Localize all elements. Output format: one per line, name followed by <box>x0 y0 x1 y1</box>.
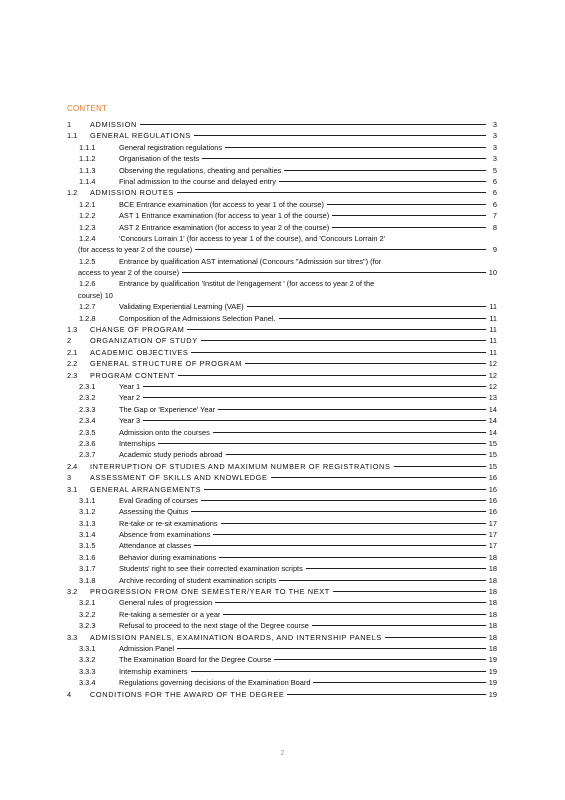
toc-entry-page: 18 <box>488 621 497 631</box>
toc-entry-title: Organisation of the tests <box>119 154 200 164</box>
toc-entry-page: 9 <box>492 245 497 255</box>
toc-entry-title-continued: course) 10 <box>78 290 113 300</box>
toc-entry-page: 3 <box>492 154 497 164</box>
toc-entry[interactable] <box>67 689 497 700</box>
toc-entry-title: Final admission to the course and delayed entry <box>119 176 276 186</box>
toc-entry-page: 19 <box>488 655 497 665</box>
toc-entry-page: 11 <box>489 325 497 335</box>
toc-entry-page: 11 <box>489 302 497 312</box>
toc-entry-page: 7 <box>492 211 497 221</box>
toc-entry-number: 1.2.1 <box>79 199 96 209</box>
toc-leader-line <box>177 648 486 649</box>
toc-entry[interactable] <box>67 563 497 574</box>
table-of-contents <box>67 119 497 700</box>
toc-entry[interactable] <box>67 130 497 141</box>
toc-entry-number: 1 <box>67 120 72 129</box>
toc-entry-number: 1.2.7 <box>79 302 96 312</box>
toc-entry-page: 18 <box>488 609 497 619</box>
toc-entry-number: 3.1 <box>67 484 78 494</box>
toc-entry-title: PROGRESSION FROM ONE SEMESTER/YEAR TO THE NEXT <box>90 587 330 597</box>
toc-entry-title: Internships <box>119 438 156 448</box>
toc-entry-page: 18 <box>488 587 497 597</box>
toc-entry-page: 10 <box>488 268 497 278</box>
toc-entry[interactable] <box>67 438 497 449</box>
toc-entry-title: The Gap or 'Experience' Year <box>119 404 216 414</box>
toc-entry[interactable] <box>67 609 497 620</box>
toc-entry-title: Re-taking a semester or a year <box>119 609 221 619</box>
toc-entry-title: Entrance by qualification AST international (Concours "Admission sur titres") (for <box>119 256 382 266</box>
toc-entry-title: General rules of progression <box>119 598 213 608</box>
toc-entry-page: 19 <box>488 678 497 688</box>
toc-entry-page: 5 <box>492 165 497 175</box>
toc-entry-number: 3.1.5 <box>79 541 96 551</box>
toc-entry-number: 4 <box>67 689 72 699</box>
toc-leader-line <box>218 409 486 410</box>
toc-entry-number: 1.2 <box>67 188 78 198</box>
toc-entry-title: Composition of the Admissions Selection Panel. <box>119 313 276 323</box>
toc-entry-page: 14 <box>488 404 497 414</box>
toc-leader-line <box>158 443 486 444</box>
toc-leader-line <box>204 489 486 490</box>
toc-entry[interactable] <box>67 142 497 153</box>
toc-entry[interactable] <box>67 552 497 563</box>
toc-entry-title: Academic study periods abroad <box>119 450 223 460</box>
toc-leader-line <box>177 192 486 193</box>
toc-entry-title: ASSESSMENT OF SKILLS AND KNOWLEDGE <box>90 473 268 483</box>
toc-entry-number: 2.3.2 <box>79 393 96 403</box>
toc-entry-number: 1.1.1 <box>79 142 96 152</box>
toc-leader-line <box>195 249 486 250</box>
toc-entry-title: Refusal to proceed to the next stage of the Degree course <box>119 621 309 631</box>
page-number: 2 <box>280 750 285 757</box>
toc-leader-line <box>333 591 486 592</box>
toc-entry-title: GENERAL REGULATIONS <box>90 131 191 141</box>
toc-entry[interactable] <box>67 324 497 335</box>
toc-entry-page: 18 <box>488 632 497 642</box>
toc-entry-title: CONDITIONS FOR THE AWARD OF THE DEGREE <box>90 689 285 699</box>
toc-entry-title: Students' right to see their corrected examination scripts <box>119 564 303 574</box>
toc-entry-number: 3.3.3 <box>79 666 96 676</box>
toc-entry-number: 1.2.6 <box>79 279 96 289</box>
toc-entry-number: 3.1.1 <box>79 495 96 505</box>
toc-entry-page: 16 <box>488 484 497 494</box>
toc-entry-number: 2.3.4 <box>79 416 96 426</box>
toc-leader-line <box>140 124 486 125</box>
toc-entry-title: The Examination Board for the Degree Course <box>119 655 272 665</box>
toc-leader-line <box>194 545 485 546</box>
toc-leader-line <box>178 375 486 376</box>
toc-entry-title: PROGRAM CONTENT <box>90 370 175 380</box>
toc-leader-line <box>394 466 486 467</box>
toc-leader-line <box>279 580 485 581</box>
toc-entry-title: Assessing the Quitus <box>119 507 189 517</box>
toc-entry-number: 2.1 <box>67 347 78 357</box>
toc-entry-title: Internship examiners <box>119 666 188 676</box>
toc-entry-number: 3.3 <box>67 632 78 642</box>
toc-entry-number: 1.2.4 <box>79 233 96 243</box>
toc-leader-line <box>187 329 486 330</box>
toc-entry-page: 16 <box>488 473 497 483</box>
toc-entry-number: 3.1.8 <box>79 575 96 585</box>
toc-heading: CONTENT <box>67 104 108 113</box>
toc-entry-number: 1.1 <box>67 131 78 141</box>
toc-entry-page: 15 <box>488 450 497 460</box>
toc-leader-line <box>219 557 485 558</box>
toc-entry-number: 3.1.2 <box>79 507 96 517</box>
toc-entry-title: 'Concours Lorrain 1' (for access to year 1 of the course), and 'Concours Lorrain 2' <box>119 233 386 243</box>
toc-entry-page: 19 <box>488 689 497 699</box>
toc-entry-number: 2.3.6 <box>79 438 96 448</box>
toc-leader-line <box>215 602 486 603</box>
toc-entry-number: 2.3.1 <box>79 381 96 391</box>
toc-leader-line <box>143 397 486 398</box>
toc-entry-title-continued: (for access to year 2 of the course) <box>78 245 193 255</box>
toc-leader-line <box>225 147 486 148</box>
toc-entry-title: CHANGE OF PROGRAM <box>90 325 185 335</box>
toc-leader-line <box>201 500 486 501</box>
toc-entry-number: 2 <box>67 336 72 346</box>
toc-entry-title: Eval Grading of courses <box>119 495 198 505</box>
toc-entry-page: 18 <box>488 564 497 574</box>
toc-entry-page: 12 <box>488 381 497 391</box>
toc-entry-number: 2.3.5 <box>79 427 96 437</box>
toc-entry-page: 11 <box>489 313 497 323</box>
toc-leader-line <box>143 420 486 421</box>
toc-entry[interactable] <box>67 187 497 198</box>
toc-entry-number: 3.3.2 <box>79 655 96 665</box>
toc-entry[interactable] <box>67 381 497 392</box>
toc-entry[interactable] <box>67 472 497 483</box>
toc-entry[interactable] <box>67 199 497 210</box>
toc-entry[interactable] <box>67 586 497 597</box>
toc-entry-page: 15 <box>488 461 497 471</box>
toc-leader-line <box>245 363 486 364</box>
toc-entry-number: 1.2.2 <box>79 211 96 221</box>
toc-leader-line <box>279 181 486 182</box>
toc-entry-page: 19 <box>488 666 497 676</box>
toc-entry-number: 3.3.1 <box>79 643 96 653</box>
toc-entry[interactable] <box>67 677 497 688</box>
toc-entry-number: 1.3 <box>67 325 78 335</box>
toc-entry[interactable] <box>67 222 497 233</box>
toc-leader-line <box>279 318 486 319</box>
toc-entry[interactable] <box>67 176 497 187</box>
toc-leader-line <box>313 682 485 683</box>
toc-entry-number: 2.4 <box>67 461 78 471</box>
toc-entry-page: 18 <box>488 552 497 562</box>
toc-leader-line <box>201 340 486 341</box>
toc-entry[interactable] <box>67 210 497 221</box>
toc-entry-title: ADMISSION ROUTES <box>90 188 174 198</box>
toc-entry-page: 11 <box>489 347 497 357</box>
toc-entry-title: Observing the regulations, cheating and penalties <box>119 165 282 175</box>
toc-entry[interactable] <box>67 165 497 176</box>
toc-entry[interactable] <box>67 404 497 415</box>
toc-entry-number: 1.2.8 <box>79 313 96 323</box>
toc-entry-title-continued: access to year 2 of the course) <box>78 268 180 278</box>
toc-entry-page: 18 <box>488 598 497 608</box>
toc-leader-line <box>213 432 486 433</box>
toc-entry-title: BCE Entrance examination (for access to year 1 of the course) <box>119 199 324 209</box>
toc-leader-line <box>284 170 486 171</box>
toc-entry[interactable] <box>67 461 497 472</box>
toc-entry[interactable] <box>67 506 497 517</box>
toc-entry-title: Validating Experiential Learning (VAE) <box>119 302 244 312</box>
toc-entry-page: 3 <box>492 142 497 152</box>
toc-entry-page: 6 <box>492 176 497 186</box>
toc-entry-title: ORGANIZATION OF STUDY <box>90 336 198 346</box>
toc-entry-title: GENERAL STRUCTURE OF PROGRAM <box>90 359 243 369</box>
toc-entry-page: 18 <box>488 643 497 653</box>
toc-entry-title: GENERAL ARRANGEMENTS <box>90 484 202 494</box>
toc-entry-page: 18 <box>488 575 497 585</box>
toc-leader-line <box>226 454 486 455</box>
toc-entry-number: 1.1.3 <box>79 165 96 175</box>
toc-entry-page: 14 <box>488 427 497 437</box>
toc-entry-title: ADMISSION <box>90 120 137 129</box>
toc-entry-number: 3.1.7 <box>79 564 96 574</box>
toc-entry[interactable] <box>67 597 497 608</box>
toc-leader-line <box>332 215 486 216</box>
toc-leader-line <box>191 671 486 672</box>
toc-entry-number: 3.2.1 <box>79 598 96 608</box>
toc-entry[interactable] <box>67 392 497 403</box>
toc-entry-number: 3.1.6 <box>79 552 96 562</box>
toc-leader-line <box>274 659 485 660</box>
toc-entry-title: Entrance by qualification 'Institut de l'engagement ' (for access to year 2 of the <box>119 279 375 289</box>
toc-entry-page: 17 <box>488 541 497 551</box>
toc-entry-title: Admission Panel <box>119 643 175 653</box>
toc-leader-line <box>182 272 486 273</box>
toc-entry[interactable] <box>67 119 497 130</box>
toc-entry[interactable] <box>67 278 497 301</box>
toc-leader-line <box>191 352 486 353</box>
toc-entry[interactable] <box>67 427 497 438</box>
toc-entry-title: Behavior during examinations <box>119 552 217 562</box>
toc-entry-number: 1.1.4 <box>79 176 96 186</box>
toc-entry[interactable] <box>67 632 497 643</box>
toc-entry-page: 14 <box>488 416 497 426</box>
toc-leader-line <box>194 135 486 136</box>
toc-entry[interactable] <box>67 620 497 631</box>
toc-entry-title: Absence from examinations <box>119 530 211 540</box>
toc-entry-number: 3.2 <box>67 587 78 597</box>
toc-entry-page: 6 <box>492 199 497 209</box>
toc-leader-line <box>327 204 486 205</box>
toc-entry[interactable] <box>67 313 497 324</box>
toc-entry[interactable] <box>67 654 497 665</box>
toc-leader-line <box>287 694 485 695</box>
toc-entry[interactable] <box>67 518 497 529</box>
toc-entry-number: 3.1.3 <box>79 518 96 528</box>
toc-entry-title: AST 1 Entrance examination (for access to year 1 of the course) <box>119 211 330 221</box>
toc-entry-number: 1.1.2 <box>79 154 96 164</box>
toc-leader-line <box>143 386 486 387</box>
toc-entry[interactable] <box>67 347 497 358</box>
toc-entry-title: Year 1 <box>119 381 141 391</box>
toc-entry-number: 2.2 <box>67 359 78 369</box>
toc-entry-page: 17 <box>488 530 497 540</box>
toc-entry-page: 16 <box>488 495 497 505</box>
toc-entry[interactable] <box>67 233 497 256</box>
toc-entry-title: INTERRUPTION OF STUDIES AND MAXIMUM NUMBER OF REGISTRATIONS <box>90 461 391 471</box>
toc-entry-number: 2.3 <box>67 370 78 380</box>
toc-entry[interactable] <box>67 484 497 495</box>
toc-entry-page: 16 <box>488 507 497 517</box>
toc-entry-number: 1.2.3 <box>79 222 96 232</box>
toc-entry[interactable] <box>67 153 497 164</box>
toc-entry-number: 3 <box>67 473 72 483</box>
toc-entry[interactable] <box>67 575 497 586</box>
toc-entry-title: Archive recording of student examination scripts <box>119 575 277 585</box>
toc-leader-line <box>385 637 486 638</box>
toc-leader-line <box>191 511 485 512</box>
toc-entry-page: 13 <box>488 393 497 403</box>
toc-entry[interactable] <box>67 540 497 551</box>
toc-entry-page: 3 <box>492 131 497 141</box>
toc-entry-number: 2.3.3 <box>79 404 96 414</box>
toc-entry[interactable] <box>67 666 497 677</box>
toc-entry-number: 3.1.4 <box>79 530 96 540</box>
toc-leader-line <box>306 568 486 569</box>
toc-entry-title: Re-take or re-sit examinations <box>119 518 218 528</box>
toc-entry-number: 1.2.5 <box>79 256 96 266</box>
toc-entry-page: 11 <box>489 336 497 346</box>
toc-entry-page: 8 <box>492 222 497 232</box>
toc-entry-number: 2.3.7 <box>79 450 96 460</box>
toc-entry-title: ACADEMIC OBJECTIVES <box>90 347 189 357</box>
toc-entry[interactable] <box>67 301 497 312</box>
toc-entry-page: 3 <box>492 120 497 129</box>
toc-entry[interactable] <box>67 358 497 369</box>
toc-entry-title: General registration regulations <box>119 142 223 152</box>
toc-leader-line <box>271 477 486 478</box>
toc-entry-number: 3.2.2 <box>79 609 96 619</box>
toc-entry[interactable] <box>67 256 497 279</box>
toc-entry[interactable] <box>67 529 497 540</box>
toc-leader-line <box>247 306 486 307</box>
toc-entry-page: 12 <box>488 370 497 380</box>
toc-entry[interactable] <box>67 495 497 506</box>
toc-entry-title: AST 2 Entrance examination (for access to year 2 of the course) <box>119 222 330 232</box>
toc-entry-number: 3.3.4 <box>79 678 96 688</box>
toc-entry[interactable] <box>67 370 497 381</box>
toc-entry[interactable] <box>67 335 497 346</box>
toc-entry-title: Admission onto the courses <box>119 427 210 437</box>
toc-entry-title: Regulations governing decisions of the Examination Board <box>119 678 311 688</box>
toc-leader-line <box>202 158 486 159</box>
toc-leader-line <box>312 625 486 626</box>
toc-entry-page: 15 <box>488 438 497 448</box>
toc-entry-number: 3.2.3 <box>79 621 96 631</box>
toc-leader-line <box>332 227 486 228</box>
toc-entry[interactable] <box>67 415 497 426</box>
toc-entry[interactable] <box>67 449 497 460</box>
toc-entry-title: Year 2 <box>119 393 141 403</box>
toc-entry-page: 12 <box>488 359 497 369</box>
toc-entry-title: ADMISSION PANELS, EXAMINATION BOARDS, AND INTERNSHIP PANELS <box>90 632 382 642</box>
toc-entry-page: 6 <box>492 188 497 198</box>
toc-leader-line <box>223 614 485 615</box>
toc-entry-page: 17 <box>488 518 497 528</box>
toc-leader-line <box>213 534 486 535</box>
toc-leader-line <box>221 523 486 524</box>
toc-entry-title: Year 3 <box>119 416 141 426</box>
toc-entry[interactable] <box>67 643 497 654</box>
toc-entry-title: Attendance at classes <box>119 541 192 551</box>
